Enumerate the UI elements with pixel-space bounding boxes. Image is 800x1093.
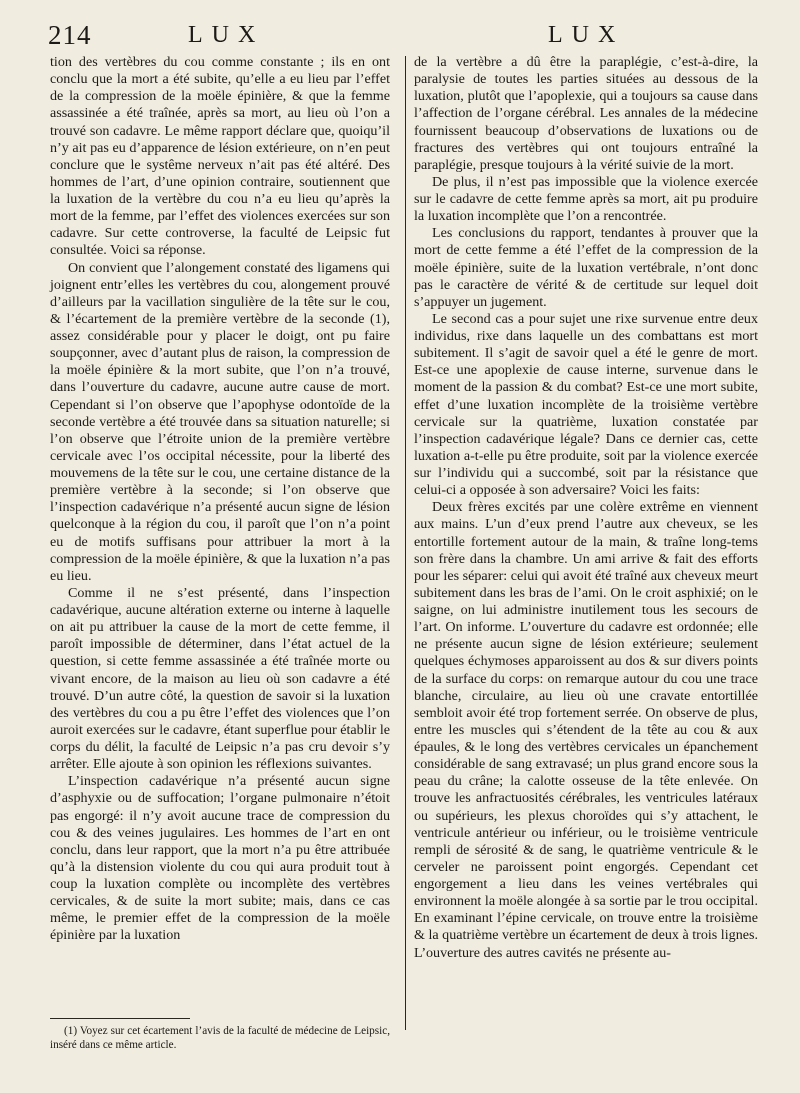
left-column [50, 54, 390, 945]
paragraph: Le second cas a pour sujet une rixe survenue entre deux individus, rixe dans laquelle un des combattans est mort subitement. Il s’agit de savoir quel a été le genre de mort. Est-ce une apoplexie de cause interne, survenue dans le moment de la passion & du combat? Est-ce une mort subite, effet d’une luxation incomplète de la troisième vertèbre cervicale sur la quatrième, luxation constatée par l’inspection cadavérique légale? Dans ce dernier cas, cette luxation a-t-elle pu être produite, soit par la violence exercée sur l’individu qui a succombé, soit par la résistance que celui-ci a opposée à son adversaire? Voici les faits: [414, 310, 758, 499]
paragraph: Comme il ne s’est présenté, dans l’inspection cadavérique, aucune altération externe ou interne à laquelle on ait pu attribuer la cause de la mort de cette femme, il paroît impossible de déterminer, dans l’état actuel de la question, si cette femme assassinée a été traînée morte ou vivant encore, de la maison au lieu où son cadavre a été trouvé. D’un autre côté, la question de savoir si la luxation des vertèbres du cou a pu être l’effet des violences que l’on auroit exercées sur le cadavre, étant superflue pour établir le corps du délit, la faculté de Leipsic n’a pas cru devoir s’y arrêter. Elle ajoute à son opinion les réflexions suivantes. [50, 584, 390, 773]
paragraph: de la vertèbre a dû être la paraplégie, c’est-à-dire, la paralysie de toutes les parties situées au dessous de la luxation, plutôt que l’apoplexie, qui a toujours sa cause dans l’affection de l’organe cérébral. Les annales de la médecine fournissent beaucoup d’observations de luxations ou de fractures des vertèbres qui ont toujours entraîné la paraplégie, presque toujours à la vérité suivie de la mort. [414, 54, 758, 173]
right-column [414, 54, 758, 962]
paragraph: On convient que l’alongement constaté des ligamens qui joignent entr’elles les vertèbres du cou, alongement prouvé d’ailleurs par la vacillation singulière de la tête sur le cou, & l’écartement de la première vertèbre de la seconde (1), assez considérable pour y placer le doigt, ont pu faire soupçonner, avec d’autant plus de raison, la compression de la moële épinière & la mort subite, que l’on n’a trouvé, dans l’ouverture du cadavre, aucune autre cause de mort. Cependant si l’on observe que l’apophyse odontoïde de la seconde vertèbre a été trouvée dans sa situation naturelle; si l’on observe que l’étroite union de la première vertèbre cervicale avec l’os occipital nécessite, pour la liberté des mouvemens de la tête sur le cou, une certaine distance de la première vertèbre à la seconde; si l’on observe que l’inspection cadavérique n’a présenté aucun signe de lésion quelconque à la région du cou, il paroît que l’on n’a point eu de motifs suffisans pour attribuer la mort à la compression de la moële épinière, & que la luxation n’a pas eu lieu. [50, 259, 390, 584]
footnote: (1) Voyez sur cet écartement l’avis de la faculté de médecine de Leipsic, inséré dans ce même article. [50, 1025, 390, 1051]
footnote-rule [50, 1018, 190, 1019]
paragraph: Deux frères excités par une colère extrême en viennent aux mains. L’un d’eux prend l’autre aux cheveux, se les entortille fortement autour de la main, & traîne long-tems son frère dans la chambre. Un ami arrive & fait des efforts pour les séparer: celui qui avoit été traîné aux cheveux meurt subitement dans les bras de l’ami. On le croit asphixié; on le saigne, on lui administre inutilement tous les secours de l’art. On informe. L’ouverture du cadavre est ordonnée; elle ne présente aucun signe de lésion extérieure; seulement quelques échymoses apparoissent au dos & sur divers points de la surface du corps: on remarque autour du cou une trace blanche, circulaire, au lieu où une cravate entortillée sembloit avoir été trop fortement serrée. On observe de plus, entre les muscles qui s’étendent de la tête au cou & aux épaules, & le long des vertèbres cervicales un épanchement considérable de sang extravasé; un plus grand encore sous la peau du crâne; la calotte osseuse de la tête enlevée. On trouve les anfractuosités cérébrales, les ventricules latéraux ou supérieurs, les plexus choroïdes qui s’y attachent, le ventricule antérieur ou inférieur, ou le troisième ventricule rempli de sérosité & de sang, le quatrième ventricule & le cerveler ne paroissent point engorgés. Cependant cet engorgement a lieu dans les veines vertébrales qui environnent la moële alongée à sa sortie par le trou occipital. En examinant l’épine cervicale, on trouve entre la troisième & la quatrième vertèbre un écartement de deux à trois lignes. L’ouverture des autres cavités ne présente au- [414, 499, 758, 961]
page-number: 214 [48, 20, 92, 50]
running-head-right: LUX [548, 22, 625, 48]
paragraph: De plus, il n’est pas impossible que la violence exercée sur le cadavre de cette femme après sa mort, ait pu produire la luxation incomplète que l’on a rencontrée. [414, 173, 758, 225]
paragraph: Les conclusions du rapport, tendantes à prouver que la mort de cette femme a été l’effet de la compression de la moële épinière, suite de la luxation vertébrale, n’ont donc pas le caractère de vérité & de certitude sur lequel doit s’appuyer un jugement. [414, 225, 758, 310]
paragraph: L’inspection cadavérique n’a présenté aucun signe d’asphyxie ou de suffocation; l’organe pulmonaire n’étoit pas engorgé: il n’y avoit aucune trace de compression du cou & des veines jugulaires. Les hommes de l’art en ont conclu, dans leur rapport, que la mort n’a pu être attribuée qu’à la distension violente du cou qui aura produit tout à coup la luxation complète ou incomplète des vertèbres cervicales, & de suite la mort subite; mais, dans ce cas même, le premier effet de la compression de la moële épinière par la luxation [50, 773, 390, 944]
paragraph: tion des vertèbres du cou comme constante ; ils en ont conclu que la mort a été subite, qu’elle a eu lieu par l’effet de la compression de la moële épinière, & que la femme assassinée a été traînée, après sa mort, au lieu où l’on a trouvé son cadavre. Le même rapport déclare que, quoiqu’il n’y ait pas eu d’apparence de lésion extérieure, on n’en peut conclure que le systême nerveux n’ait pas été altéré. Des hommes de l’art, d’une opinion contraire, soutiennent que la luxation de la vertèbre du cou n’a eu lieu qu’après la mort de la femme, par l’effet des violences exercées sur son cadavre. Sur cette controverse, la faculté de Leipsic fut consultée. Voici sa réponse. [50, 54, 390, 259]
page-header [0, 20, 800, 54]
column-divider [405, 56, 406, 1030]
running-head-left: LUX [188, 22, 265, 48]
